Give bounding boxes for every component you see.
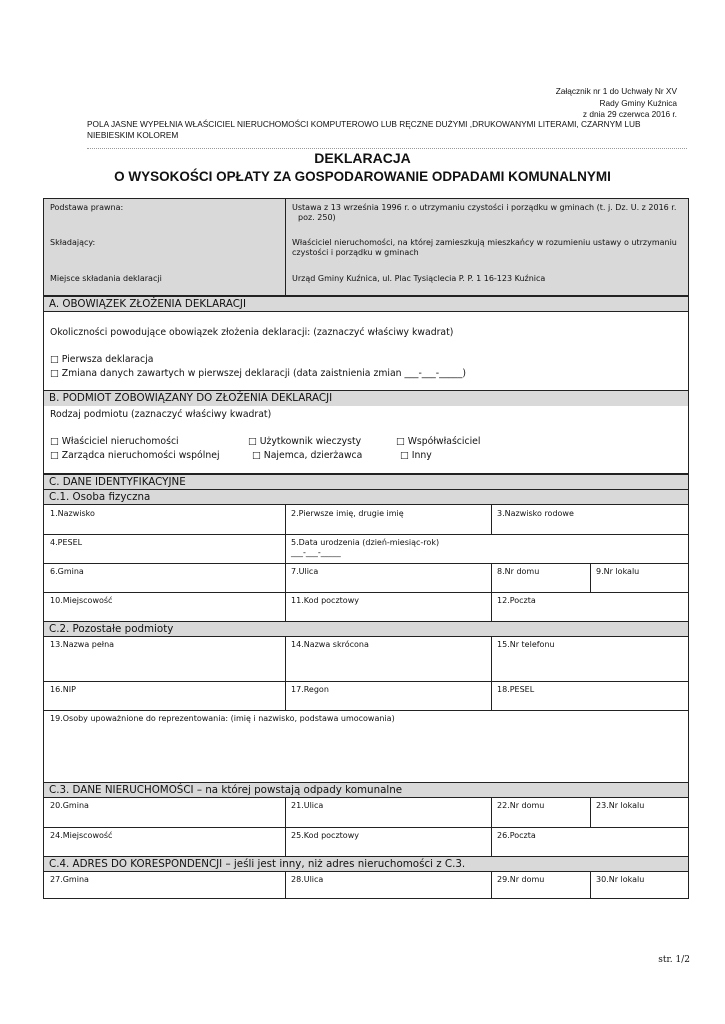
- property-commune[interactable]: 20.Gmina: [50, 801, 89, 810]
- document-subtitle: O WYSOKOŚCI OPŁATY ZA GOSPODAROWANIE ODPADAMI KOMUNALNYMI: [114, 169, 611, 184]
- circumstances-text: Okoliczności powodujące obowiązek złożenia deklaracji: (zaznaczyć właściwy kwadrat): [50, 327, 454, 338]
- attachment-header: [556, 86, 677, 121]
- property-street[interactable]: 21.Ulica: [291, 801, 324, 810]
- field-apartment-number[interactable]: 9.Nr lokalu: [596, 567, 640, 576]
- property-city[interactable]: 24.Miejscowość: [50, 831, 113, 840]
- field-representatives[interactable]: 19.Osoby upoważnione do reprezentowania: (imię i nazwisko, podstawa umocowania): [50, 714, 395, 723]
- field-full-name[interactable]: 13.Nazwa pełna: [50, 640, 115, 649]
- document-title: DEKLARACJA: [314, 150, 411, 166]
- attachment-line-3: z dnia 29 czerwca 2016 r.: [582, 109, 677, 119]
- field-short-name[interactable]: 14.Nazwa skrócona: [291, 640, 369, 649]
- other-checkbox[interactable]: □ Inny: [400, 450, 432, 461]
- field-pesel-2[interactable]: 18.PESEL: [497, 685, 535, 694]
- field-birth-date[interactable]: 5.Data urodzenia (dzień-miesiąc-rok) ___-___-_____: [291, 538, 440, 557]
- field-phone[interactable]: 15.Nr telefonu: [497, 640, 555, 649]
- field-post-office[interactable]: 12.Poczta: [497, 596, 536, 605]
- section-b: [43, 390, 689, 474]
- correspondence-apartment-number[interactable]: 30.Nr lokalu: [596, 875, 645, 884]
- property-post-office[interactable]: 26.Poczta: [497, 831, 536, 840]
- property-house-number[interactable]: 22.Nr domu: [497, 801, 545, 810]
- page-number: str. 1/2: [658, 955, 690, 965]
- field-street[interactable]: 7.Ulica: [291, 567, 319, 576]
- divider: [87, 148, 687, 149]
- correspondence-commune[interactable]: 27.Gmina: [50, 875, 89, 884]
- submission-place-label: Miejsce składania deklaracji: [50, 274, 162, 283]
- section-c: [43, 474, 689, 899]
- attachment-line-1: Załącznik nr 1 do Uchwały Nr XV: [555, 86, 677, 96]
- field-city[interactable]: 10.Miejscowość: [50, 596, 113, 605]
- field-house-number[interactable]: 8.Nr domu: [497, 567, 540, 576]
- field-postal-code[interactable]: 11.Kod pocztowy: [291, 596, 359, 605]
- entity-type-text: Rodzaj podmiotu (zaznaczyć właściwy kwadrat): [50, 409, 272, 420]
- field-nip[interactable]: 16.NIP: [50, 685, 76, 694]
- field-first-names[interactable]: 2.Pierwsze imię, drugie imię: [291, 509, 404, 518]
- correspondence-street[interactable]: 28.Ulica: [291, 875, 324, 884]
- legal-basis-box: [43, 198, 689, 296]
- section-b-title: B. PODMIOT ZOBOWIĄZANY DO ZŁOŻENIA DEKLARACJI: [44, 391, 688, 406]
- field-regon[interactable]: 17.Regon: [291, 685, 329, 694]
- section-c2-title: C.2. Pozostałe podmioty: [44, 621, 688, 637]
- section-c1-title: C.1. Osoba fizyczna: [44, 490, 688, 505]
- tenant-checkbox[interactable]: □ Najemca, dzierżawca: [252, 450, 363, 461]
- co-owner-checkbox[interactable]: □ Współwłaściciel: [396, 436, 481, 447]
- first-declaration-checkbox[interactable]: □ Pierwsza deklaracja: [50, 354, 154, 365]
- section-a: [43, 296, 689, 391]
- change-declaration-checkbox[interactable]: □ Zmiana danych zawartych w pierwszej deklaracji (data zaistnienia zmian ___-___-_____): [50, 368, 466, 379]
- property-apartment-number[interactable]: 23.Nr lokalu: [596, 801, 645, 810]
- field-surname[interactable]: 1.Nazwisko: [50, 509, 95, 518]
- field-commune[interactable]: 6.Gmina: [50, 567, 84, 576]
- field-family-name[interactable]: 3.Nazwisko rodowe: [497, 509, 574, 518]
- section-c4-title: C.4. ADRES DO KORESPONDENCJI – jeśli jest inny, niż adres nieruchomości z C.3.: [44, 856, 688, 872]
- legal-basis-value: Ustawa z 13 września 1996 r. o utrzymaniu czystości i porządku w gminach (t. j. Dz. U. z 2016 r. poz. 250): [292, 203, 677, 222]
- manager-checkbox[interactable]: □ Zarządca nieruchomości wspólnej: [50, 450, 220, 461]
- submitter-value: Właściciel nieruchomości, na której zamieszkują mieszkańcy w rozumieniu ustawy o utrzymaniu czystości i porządku w gminach: [292, 238, 677, 257]
- owner-checkbox[interactable]: □ Właściciel nieruchomości: [50, 436, 179, 447]
- legal-basis-label: Podstawa prawna:: [50, 203, 124, 212]
- fill-instruction: POLA JASNE WYPEŁNIA WŁAŚCICIEL NIERUCHOMOŚCI KOMPUTEROWO LUB RĘCZNE DUŻYMI ,DRUKOWANYMI LITERAMI, CZARNYM LUB NIEBIESKIM KOLOREM: [87, 119, 641, 140]
- submission-place-value: Urząd Gminy Kuźnica, ul. Plac Tysiąclecia P. P. 1 16-123 Kuźnica: [292, 274, 546, 283]
- correspondence-house-number[interactable]: 29.Nr domu: [497, 875, 545, 884]
- section-c3-title: C.3. DANE NIERUCHOMOŚCI – na której powstają odpady komunalne: [44, 782, 688, 798]
- perpetual-user-checkbox[interactable]: □ Użytkownik wieczysty: [248, 436, 362, 447]
- section-a-title: A. OBOWIĄZEK ZŁOŻENIA DEKLARACJI: [44, 297, 688, 312]
- submitter-label: Składający:: [50, 238, 96, 247]
- field-pesel[interactable]: 4.PESEL: [50, 538, 83, 547]
- section-c-title: C. DANE IDENTYFIKACYJNE: [44, 475, 688, 490]
- attachment-line-2: Rady Gminy Kuźnica: [599, 97, 677, 108]
- property-postal-code[interactable]: 25.Kod pocztowy: [291, 831, 359, 840]
